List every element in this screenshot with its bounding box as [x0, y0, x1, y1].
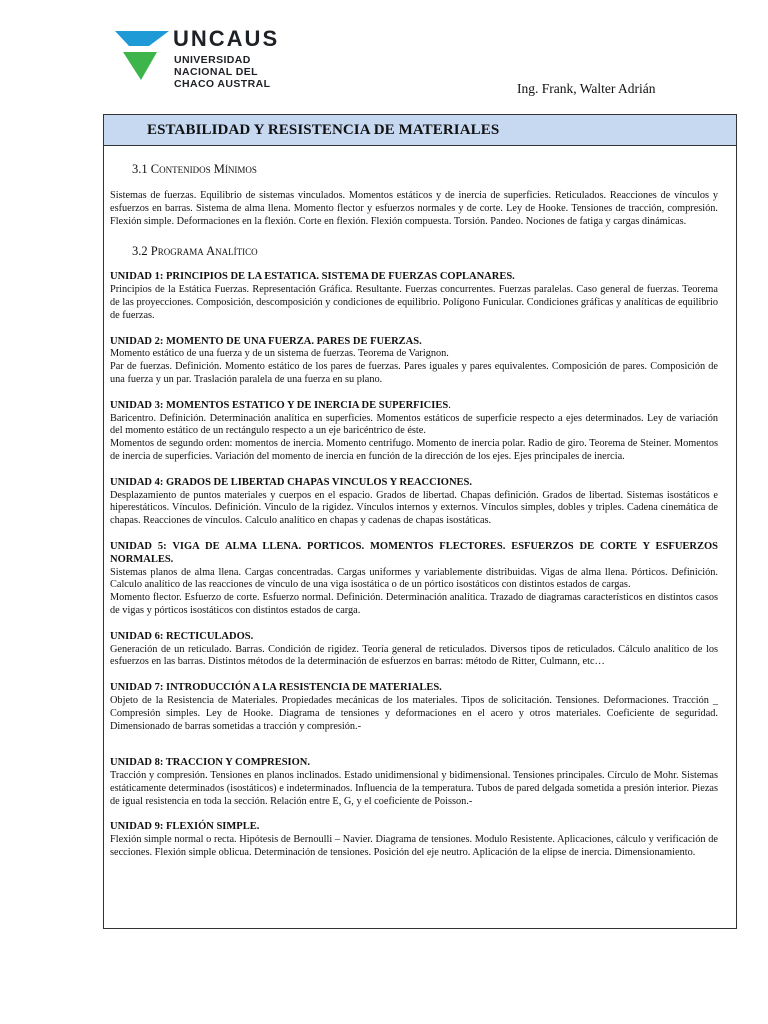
unit-paragraph: Momento estático de una fuerza y de un sistema de fuerzas. Teorema de Varignon.: [110, 348, 449, 360]
unit-title-text: UNIDAD 5: VIGA DE ALMA LLENA. PORTICOS. MOMENTOS FLECTORES. ESFUERZOS DE CORTE Y ESFUERZOS NORMALES.: [110, 540, 718, 565]
unit-paragraph: Principios de la Estática Fuerzas. Representación Gráfica. Resultante. Fuerzas concurrentes. Fuerzas paralelas. Caso general de fuerzas. Teorema de las proyecciones. Composición, descomposición y condiciones de equilibrio. Polígono Funicular. Condiciones gráficas y analíticas de equilibrio de fuerzas.: [110, 284, 718, 321]
document-title: ESTABILIDAD Y RESISTENCIA DE MATERIALES: [147, 122, 500, 138]
unit-paragraph: Baricentro. Definición. Determinación analítica en superficies. Momentos estáticos de superficie respecto a ejes determinados. Ley de variación del momento estático de un rectángulo respecto a un eje baricéntrico de éste.: [110, 412, 718, 437]
unit-7: [110, 682, 718, 733]
unit-2: [110, 336, 718, 387]
unit-title-text: UNIDAD 2: MOMENTO DE UNA FUERZA. PARES DE FUERZAS.: [110, 335, 422, 347]
unit-1: [110, 271, 718, 322]
unit-paragraph: Desplazamiento de puntos materiales y cuerpos en el espacio. Grados de libertad. Chapas definición. Grados de libertad. Sistemas isostáticos e hiperestáticos. Vínculos. Definición. Vinculo de la rigidez. Vínculos internos y externos. Vínculos simples, dobles y triples. Cadena cinemática de chapas. Reacciones de vínculos. Calculo analítico en chapas y cadenas de chapas isostáticas.: [110, 489, 718, 527]
unit-5: [110, 541, 718, 618]
section-heading-programa: [132, 244, 718, 258]
uncaus-logo: [113, 28, 283, 90]
contenidos-minimos-text: Sistemas de fuerzas. Equilibrio de sistemas vinculados. Momentos estáticos y de inercia de superficies. Reticulados. Reacciones de vínculos y esfuerzos en barras. Sistema de alma llena. Momento flector y esfuerzos normales y de corte. Ley de Hooke. Tensiones de tracción, compresión. Flexión simple. Deformaciones en la flexión. Corte en flexión. Flexión compuesta. Torsión. Pandeo. Nociones de fatiga y cargas dinámicas.: [110, 190, 718, 227]
unit-title: [110, 541, 718, 567]
unit-4: [110, 477, 718, 528]
logo-subtitle-line: UNIVERSIDAD: [174, 54, 251, 66]
unit-title: [110, 821, 718, 834]
uncaus-logo-mark-icon: [113, 28, 171, 90]
unit-8: [110, 757, 718, 808]
title-banner: [104, 115, 736, 146]
unit-9: [110, 821, 718, 859]
section-name: Programa Analítico: [150, 244, 258, 259]
unit-title-text: UNIDAD 8: TRACCION Y COMPRESION.: [110, 757, 310, 769]
logo-subtitle-line: CHACO AUSTRAL: [174, 78, 271, 90]
unit-title-text: UNIDAD 1: PRINCIPIOS DE LA ESTATICA. SISTEMA DE FUERZAS COPLANARES.: [110, 271, 515, 283]
unit-title-text: UNIDAD 3: MOMENTOS ESTATICO Y DE INERCIA DE SUPERFICIES: [110, 399, 449, 411]
unit-title: [110, 400, 718, 413]
section-name: Contenidos Mínimos: [150, 162, 257, 176]
section-heading-contenidos: [132, 162, 718, 176]
unit-paragraph: Generación de un reticulado. Barras. Condición de rigidez. Teoría general de reticulados. Diversos tipos de reticulados. Cálculo analítico de los esfuerzos en las barras. Distintos métodos de la determinación de esfuerzos en barras: método de Ritter, Culmann, etc…: [110, 643, 718, 668]
unit-paragraph: Momentos de segundo orden: momentos de inercia. Momento centrifugo. Momento de inercia polar. Radio de giro. Teorema de Steiner. Momentos de inercia de superficies. Variación del momento de inercia en función de la dirección de los ejes. Ejes principales de inercia.: [110, 438, 718, 462]
logo-title: UNCAUS: [173, 26, 280, 51]
unit-title-text: UNIDAD 4: GRADOS DE LIBERTAD CHAPAS VINCULOS Y REACCIONES.: [110, 476, 473, 488]
syllabus-box: [103, 114, 737, 929]
unit-paragraph: Tracción y compresión. Tensiones en planos inclinados. Estado unidimensional y bidimensional. Tensiones principales. Círculo de Mohr. Sistemas estáticamente determinados (isostáticos) e indeterminados. Influencia de la temperatura. Tubos de pared delgada sometida a presión interior. Piezas de igual resistencia en toda la sección. Relación entre E, G, y el coeficiente de Poisson.-: [110, 770, 718, 807]
logo-subtitle-line: NACIONAL DEL: [174, 66, 258, 78]
unit-title: [110, 271, 718, 284]
syllabus-content: [110, 146, 718, 860]
unit-title: [110, 631, 718, 644]
section-number: 3.2: [132, 244, 148, 259]
unit-3: [110, 400, 718, 464]
unit-title: [110, 757, 718, 770]
unit-title-text: UNIDAD 9: FLEXIÓN SIMPLE.: [110, 821, 260, 833]
unit-paragraph: Flexión simple normal o recta. Hipótesis de Bernoulli – Navier. Diagrama de tensiones. Modulo Resistente. Aplicaciones, cálculo y verificación de secciones. Flexión simple oblicua. Determinación de tensiones. Posición del eje neutro. Aplicación de la elipse de inercia. Dimensionamiento.: [110, 834, 718, 859]
unit-paragraph: Objeto de la Resistencia de Materiales. Propiedades mecánicas de los materiales. Tipos de solicitación. Tensiones. Deformaciones. Tracción _ Compresión simples. Ley de Hooke. Diagrama de tensiones y deformaciones en el acero y otros materiales. Coeficiente de seguridad. Dimensionado de barras sometidas a tracción y compresión.-: [110, 694, 718, 732]
unit-title: [110, 682, 718, 695]
unit-paragraph: Sistemas planos de alma llena. Cargas concentradas. Cargas uniformes y variablemente distribuidas. Vigas de alma llena. Pórticos. Definición. Calculo analítico de las reacciones de vínculo de una viga isostática o de un pórtico isostáticos con distintos estados de cargas.: [110, 566, 718, 591]
unit-paragraph: Par de fuerzas. Definición. Momento estático de los pares de fuerzas. Pares iguales y pares equivalentes. Composición de pares. Composición de una fuerza y un par. Traslación paralela de una fuerza en su plano.: [110, 361, 718, 385]
unit-paragraph: Momento flector. Esfuerzo de corte. Esfuerzo normal. Definición. Determinación analítica. Trazado de diagramas característicos en distintos casos de vigas y pórticos isostáticos con distintos estados de carga.: [110, 592, 718, 616]
unit-6: [110, 631, 718, 669]
unit-title: [110, 336, 718, 349]
unit-title: [110, 477, 718, 490]
unit-title-text: UNIDAD 7: INTRODUCCIÓN A LA RESISTENCIA DE MATERIALES.: [110, 682, 442, 694]
author-name: Ing. Frank, Walter Adrián: [517, 81, 656, 96]
section-number: 3.1: [132, 162, 148, 176]
unit-title-tail: .: [448, 399, 451, 411]
logo-subtitle: [174, 54, 270, 90]
unit-title-text: UNIDAD 6: RECTICULADOS.: [110, 630, 254, 642]
